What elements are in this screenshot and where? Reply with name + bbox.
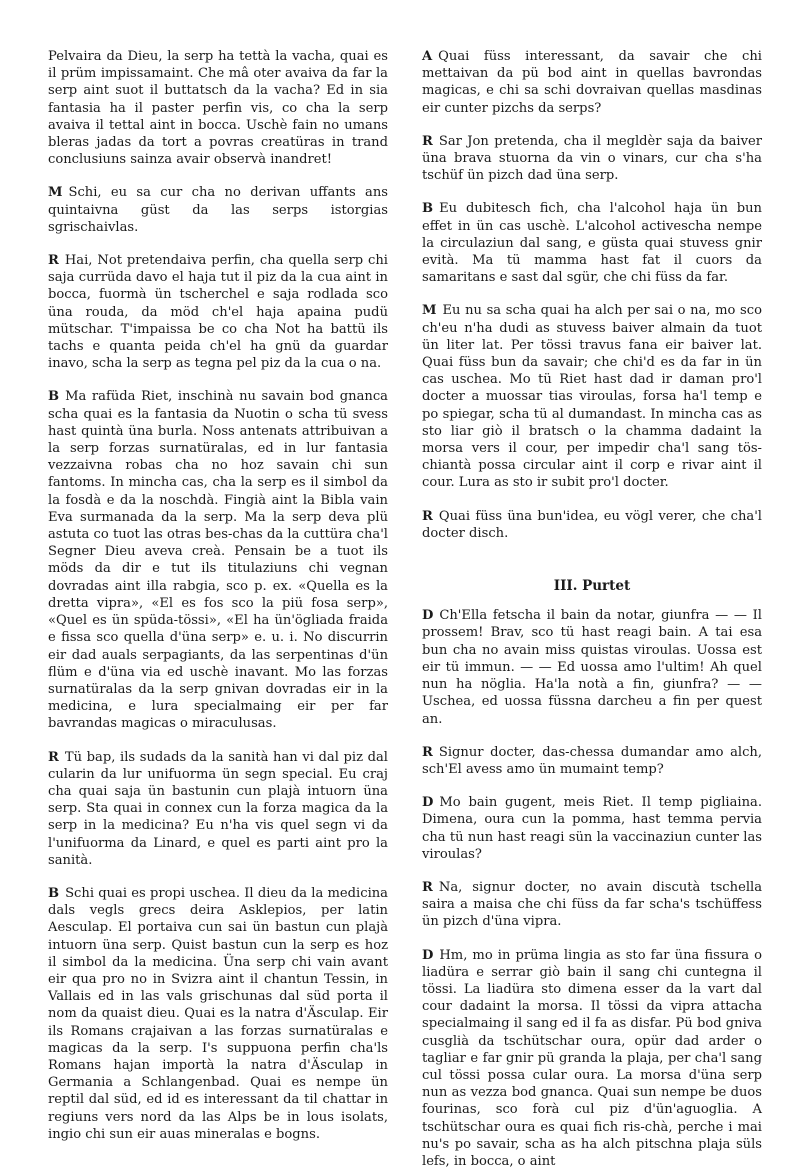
speaker-label: R (48, 749, 59, 765)
paragraph-text: Quai füss interessant, da savair che chi mettaivan da pü bod aint in quellas bavrondas magicas, e chi sa schi dovraivan quellas masdinas eir cunter pizchs da serps? (422, 49, 762, 116)
paragraph-text: Ma rafüda Riet, inschinà nu savain bod gnanca scha quai es la fantasia da Nuotin o scha tü svess hast quintà üna burla. Noss antenats attribuivan a la serp forzas surnatüralas, ed in lur fantasia vezzaivna robas cha no hoz savain chi sun fantoms. In mincha cas, cha la serp es il simbol da la fosdà e da la noschdà. Fingià aint la Bibla vain Eva surmanada da la serp. Ma la serp deva plü astuta co tuot las otras bes-chas da la cuttüra cha'l Segner Dieu aveva creà. Pensain be a tuot ils möds da dir e tut ils titulaziuns chi vegnan dovradas aint illa rabgia, sco p. ex. «Quella es la dretta vipra», «El es fos sco la piü fosa serp», «Quel es ün spüda-tössi», «El ha ün'ögliada fraida e fissa sco quella d'üna serp» e. u. i. No discurrin eir dad auals serpagiants, da las serpentinas d'ün flüm e d'üna via ed uschè inavant. Mo las forzas surnatüralas da la serp gnivan dovradas eir in la medicina, e lura specialmaing eir per far bavrandas magicas o miraculusas. (48, 389, 388, 732)
dialogue-paragraph (48, 388, 388, 732)
dialogue-paragraph (422, 794, 762, 863)
section-heading: III. Purtet (553, 578, 631, 595)
dialogue-paragraph (422, 48, 762, 117)
paragraph-text: Pelvaira da Dieu, la serp ha tettà la vacha, quai es il prüm impissamaint. Che mâ oter avaiva da far la serp aint suot il buttatsch da la vacha? Ed in sia fantasia ha il paster perfin vis, co cha la serp avaiva il tettal aint in bocca. Uschè fain no umans bleras jadas da tort a povras creatüras in trand conclusiuns sainza avair observà inandret! (48, 49, 388, 168)
dialogue-paragraph (422, 947, 762, 1170)
paragraph-text: Schi quai es propi uschea. Il dieu da la medicina dals vegls grecs deira Asklepios, per latin Aesculap. El portaiva cun sai ün bastun cun plajà intuorn üna serp. Quist bastun cun la serp es hoz il simbol da la medicina. Üna serp chi vain avant eir qua pro no in Svizra aint il chantun Tessin, in Vallais ed in las vals grischunas dal süd porta il nom da quaist dieu. Quai es la natra d'Äsculap. Eir ils Romans crajaivan a las forzas surnatüralas e magicas da la serp. I's suppuona perfin cha'ls Romans hajan importà la natra d'Äsculap in Germania a Schlangenbad. Quai es nempe ün reptil dal süd, ed id es interessant da til chattar in regiuns vers nord da las Alps be in lous isolats, ingio chi sun eir auas mineralas e bogns. (48, 885, 388, 1142)
dialogue-paragraph (48, 48, 388, 168)
dialogue-paragraph (422, 302, 762, 491)
paragraph-text: Hai, Not pretendaiva perfin, cha quella serp chi saja currüda davo el haja tut il piz da la cua aint in bocca, fuormà ün tscherchel e saja rodlada sco üna rouda, da möd ch'el haja apaina pudü mütschar. T'impaissa be co cha Not ha battü ils tachs e quanta peida ch'el ha gnü da guardar inavo, scha la serp as tegna pel piz da la cua o na. (48, 253, 388, 372)
dialogue-paragraph (422, 744, 762, 778)
dialogue-paragraph (422, 607, 762, 727)
dialogue-paragraph (48, 885, 388, 1143)
speaker-label: M (48, 185, 63, 201)
speaker-label: R (422, 133, 433, 149)
dialogue-paragraph (422, 200, 762, 286)
left-column (48, 48, 388, 1142)
paragraph-text: Tü bap, ils sudads da la sanità han vi dal piz dal cularin da lur unifuorma ün segn special. Eu craj cha quai saja ün bastunin cun plajà intuorn üna serp. Sta quai in connex cun la forza magica da la serp in la medicina? Eu n'ha vis quel segn vi da l'unifuorma da Linard, e quel es parti aint pro la sanità. (48, 749, 388, 868)
paragraph-text: Sar Jon pretenda, cha il megldèr saja da baiver üna brava stuorna da vin o vinars, cur cha s'ha tschüf ün pizch dad üna serp. (422, 133, 762, 184)
speaker-label: D (422, 947, 434, 963)
dialogue-paragraph (48, 184, 388, 236)
speaker-label: B (48, 389, 60, 405)
paragraph-text: Signur docter, das-chessa dumandar amo alch, sch'El avess amo ün mumaint temp? (422, 744, 762, 777)
dialogue-paragraph (422, 133, 762, 185)
speaker-label: B (48, 885, 60, 901)
paragraph-text: Eu dubitesch fich, cha l'alcohol haja ün bun effet in ün cas uschè. L'alcohol activescha nempe la circulaziun dal sang, e güsta quai stuvess gnir evità. Ma tü mamma hast fat il cuors da samaritans e sast dal sgür, che chi füss da far. (422, 201, 762, 286)
speaker-label: M (422, 303, 437, 319)
dialogue-paragraph (422, 508, 762, 542)
dialogue-paragraph (48, 749, 388, 869)
paragraph-text: Mo bain gugent, meis Riet. Il temp pigliaina. Dimena, oura cun la pomma, hast temma pervia cha tü nun hast reagi sün la vaccinaziun cunter las viroulas? (422, 795, 762, 862)
speaker-label: A (422, 49, 433, 64)
paragraph-text: Ch'Ella fetscha il bain da notar, giunfra — — Il prossem! Brav, sco tü hast reagi bain. A tai esa bun cha no avain miss quistas viroulas. Uossa est eir tü immun. — — Ed uossa amo l'ultim! Ah quel nun ha nöglia. Ha'la notà a fin, giunfra? — — Uschea, ed uossa füssna darcheu a fin per quest an. (422, 608, 762, 727)
speaker-label: D (422, 608, 434, 624)
paragraph-text: Eu nu sa scha quai ha alch per sai o na, mo sco ch'eu n'ha dudi as stuvess baiver almain da tuot ün liter lat. Per tössi travus fana eir baiver lat. Quai füss bun da savair; che chi'd es da far in ün cas uschea. Mo tü Riet hast dad ir daman pro'l docter a muossar tias viroulas, forsa ha'l temp e po spiegar, scha tü al dumandast. In mincha cas as sto liar giò il bratsch o la chamma dadaint la morsa vers il cour, per impedir cha'l sang tös-chiantà possa circular aint il corp e rivar aint il cour. Lura as sto ir subit pro'l docter. (422, 303, 762, 491)
speaker-label: B (422, 201, 434, 217)
paragraph-text: Schi, eu sa cur cha no derivan uffants ans quintaivna güst da las serps istorgias sgrischaivlas. (48, 185, 388, 235)
speaker-label: R (48, 253, 59, 269)
speaker-label: R (422, 508, 433, 524)
right-column-top (422, 48, 762, 542)
speaker-label: R (422, 744, 433, 760)
right-column (422, 48, 762, 1169)
right-column-bottom (422, 607, 762, 1170)
paragraph-text: Hm, mo in prüma lingia as sto far üna fissura o liadüra e serrar giò bain il sang chi cuntegna il tössi. La liadüra sto dimena esser da la vart dal cour dadaint la morsa. Il tössi da vipra attacha specialmaing il sang ed il fa as disfar. Pü bod gniva cusglià da tschütschar oura, opür dad arder o tagliar e far gnir pü granda la plaja, per cha'l sang cul tössi possa cular oura. La morsa d'üna serp nun as vezza bod gnanca. Quai sun nempe be duos fourinas, sco forà cul piz d'ün'aguoglia. A tschütschar oura es quai fich ris-chà, perche i mai nu's po savair, scha as ha alch pitschna plaja süls lefs, in bocca, o aint (422, 947, 762, 1169)
speaker-label: R (422, 879, 433, 895)
paragraph-text: Quai füss üna bun'idea, eu vögl verer, che cha'l docter disch. (422, 508, 762, 541)
speaker-label: D (422, 795, 434, 811)
dialogue-paragraph (48, 252, 388, 372)
paragraph-text: Na, signur docter, no avain discutà tschella saira a maisa che chi füss da far scha's tschüffess ün pizch d'üna vipra. (422, 879, 762, 930)
dialogue-paragraph (422, 879, 762, 931)
